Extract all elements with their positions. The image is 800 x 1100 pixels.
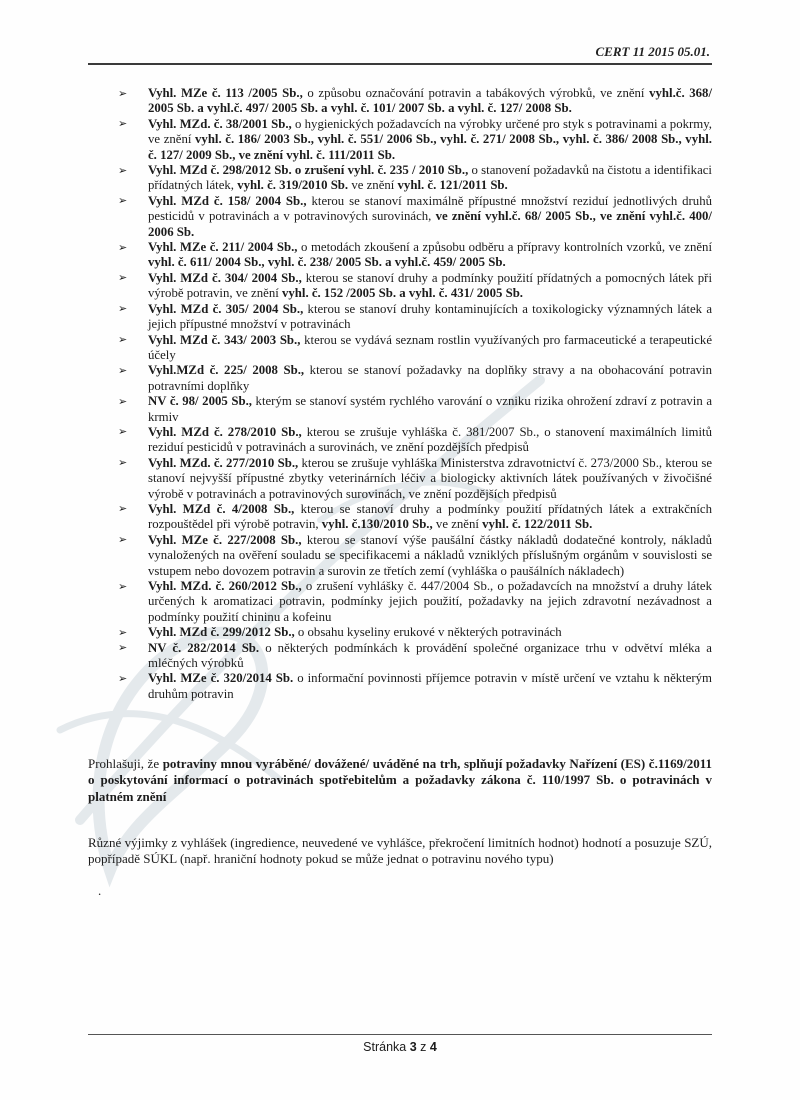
regulation-list-item (88, 86, 712, 117)
arrow-bullet-icon: ➢ (118, 87, 128, 100)
regulation-list-item (88, 271, 712, 302)
closing-paragraphs (88, 756, 712, 899)
regulation-text (148, 502, 712, 531)
regulation-text (148, 425, 712, 454)
text-segment: kterou se vydává seznam rostlin využívaných pro farmaceutické a terapeutické účely (148, 332, 712, 362)
arrow-bullet-icon: ➢ (118, 426, 128, 439)
regulation-list-item (88, 641, 712, 672)
arrow-bullet-icon: ➢ (118, 272, 128, 285)
regulation-text (148, 240, 712, 269)
regulation-list-item (88, 502, 712, 533)
regulation-text (148, 456, 712, 501)
bold-text-segment: Vyhl. MZd č. 158/ 2004 Sb., (148, 193, 307, 208)
regulation-list-item (88, 533, 712, 579)
regulation-list-item (88, 394, 712, 425)
regulation-list-item (88, 363, 712, 394)
text-segment: o obsahu kyseliny erukové v některých potravinách (294, 625, 562, 640)
bold-text-segment: 3 (409, 1040, 417, 1054)
bold-text-segment: Vyhl. MZe č. 113 /2005 Sb., (148, 86, 303, 100)
regulation-text (148, 579, 712, 624)
bold-text-segment: NV č. 98/ 2005 Sb., (148, 394, 252, 409)
regulation-list-item (88, 302, 712, 333)
bold-text-segment: Vyhl. MZd č. 304/ 2004 Sb., (148, 270, 302, 285)
text-segment: z (416, 1040, 430, 1054)
arrow-bullet-icon: ➢ (118, 241, 128, 254)
stray-dot (88, 883, 712, 899)
arrow-bullet-icon: ➢ (118, 303, 128, 316)
regulation-text (148, 533, 712, 578)
page-number (0, 1040, 800, 1054)
bold-text-segment: Vyhl.MZd č. 225/ 2008 Sb., (148, 363, 305, 378)
bold-text-segment: Vyhl. MZd č. 4/2008 Sb., (148, 501, 295, 516)
regulation-text (148, 302, 712, 331)
arrow-bullet-icon: ➢ (118, 672, 128, 685)
text-segment: kterým se stanoví systém rychlého varování o vzniku rizika ohrožení zdraví z potravin a krmiv (148, 394, 712, 424)
text-segment: kterou se stanoví požadavky na doplňky stravy a na obohacování potravin potravními doplňky (148, 363, 712, 393)
bold-text-segment: vyhl. č. 319/2010 Sb. (237, 178, 349, 193)
arrow-bullet-icon: ➢ (118, 503, 128, 516)
bold-text-segment: Vyhl. MZe č. 211/ 2004 Sb., (148, 240, 298, 255)
exceptions-paragraph (88, 835, 712, 867)
regulation-list-item (88, 194, 712, 240)
bold-text-segment: Vyhl. MZd. č. 38/2001 Sb., (148, 116, 292, 131)
arrow-bullet-icon: ➢ (118, 626, 128, 639)
bold-text-segment: vyhl. č. 186/ 2003 Sb., vyhl. č. 551/ 2006 Sb., vyhl. č. 271/ 2008 Sb., vyhl. č. 386/ 2008 Sb., vyhl. č. 127/ 2009 Sb., ve znění vyhl. č. 111/2011 Sb. (148, 132, 712, 162)
text-segment: Různé výjimky z vyhlášek (ingredience, neuvedené ve vyhlášce, překročení limitních hodnot) hodnotí a posuzuje SZÚ, popřípadě SÚKL (např. hraniční hodnoty pokud se může jednat o potravinu nového typu) (88, 834, 712, 867)
bold-text-segment: Vyhl. MZe č. 320/2014 Sb. (148, 671, 294, 686)
bold-text-segment: Vyhl. MZd č. 305/ 2004 Sb., (148, 301, 304, 316)
regulation-text (148, 117, 712, 162)
text-segment: kterou se stanoví druhy a podmínky použití přídatných látek a extrakčních rozpouštědel při výrobě potravin, (148, 501, 712, 532)
declaration-paragraph (88, 756, 712, 805)
regulation-text (148, 163, 712, 192)
text-segment: kterou se stanoví výše paušální částky nákladů dodatečné kontroly, nákladů vynaložených na ověření souladu se specifikacemi a nákladů vzniklých příslušným orgánům v souvislosti se vstupem nebo dovozem potravin a surovin ze třetích zemí (vyhláška o paušálních nákladech) (148, 532, 712, 578)
arrow-bullet-icon: ➢ (118, 642, 128, 655)
regulation-list-item (88, 425, 712, 456)
regulation-list (88, 86, 712, 702)
bold-text-segment: Vyhl. MZd. č. 277/2010 Sb., (148, 455, 299, 470)
text-segment: kterou se zrušuje vyhláška Ministerstva zdravotnictví č. 273/2000 Sb., kterou se stanoví nejvyšší přípustné zbytky veterinárních léčiv a biologicky aktivních látek používaných v živočišné výrobě v potravinách a potravinových surovinách, ve znění pozdějších předpisů (148, 455, 713, 501)
regulation-text (148, 671, 712, 700)
document-code: CERT 11 2015 05.01. (595, 44, 710, 59)
regulation-text (148, 333, 712, 362)
arrow-bullet-icon: ➢ (118, 395, 128, 408)
text-segment: o způsobu označování potravin a tabákových výrobků, ve znění (302, 86, 650, 100)
text-segment: kterou se stanoví druhy a podmínky použití přídatných a pomocných látek při výrobě potravin, ve znění (148, 270, 712, 301)
regulation-list-item (88, 163, 712, 194)
arrow-bullet-icon: ➢ (118, 195, 128, 208)
arrow-bullet-icon: ➢ (118, 457, 128, 470)
regulation-text (148, 271, 712, 300)
regulation-list-item (88, 240, 712, 271)
header-rule (88, 63, 712, 65)
arrow-bullet-icon: ➢ (118, 534, 128, 547)
arrow-bullet-icon: ➢ (118, 334, 128, 346)
bold-text-segment: Vyhl. MZd. č. 260/2012 Sb., (148, 579, 302, 593)
bold-text-segment: vyhl. č. 122/2011 Sb. (482, 517, 593, 532)
arrow-bullet-icon: ➢ (118, 580, 128, 593)
text-segment: o stanovení požadavků na čistotu a identifikaci přídatných látek, (148, 163, 712, 193)
text-segment: ve znění (432, 517, 483, 532)
text-segment: o některých podmínkách k provádění společné organizace trhu v odvětví mléka a mléčných výrobků (148, 640, 712, 671)
regulation-list-item (88, 625, 712, 640)
text-segment: Prohlašuji, že (88, 756, 163, 772)
regulation-text (148, 363, 712, 392)
regulation-text (148, 86, 712, 115)
text-segment: o informační povinnosti příjemce potravin v místě určení ve vztahu k některým druhům potravin (148, 671, 712, 701)
regulation-text (148, 194, 712, 239)
bold-text-segment: vyhl. č. 152 /2005 Sb. a vyhl. č. 431/ 2005 Sb. (281, 286, 524, 301)
bold-text-segment: vyhl. č. 121/2011 Sb. (397, 178, 508, 193)
document-body (88, 86, 712, 899)
bold-text-segment: NV č. 282/2014 Sb. (148, 640, 260, 655)
text-segment: o hygienických požadavcích na výrobky určené pro styk s potravinami a pokrmy, ve znění (148, 116, 712, 147)
text-segment: kterou se zrušuje vyhláška č. 381/2007 Sb., o stanovení maximálních limitů reziduí pesticidů v potravinách a surovinách, ve znění pozdějších předpisů (148, 424, 712, 455)
text-segment: o zrušení vyhlášky č. 447/2004 Sb., o požadavcích na množství a druhy látek určených k aromatizaci potravin, podmínky jejich použití, požadavky na jejich zdravotní nezávadnost a podmínky použití chininu a kofeinu (148, 579, 712, 624)
regulation-text (148, 625, 562, 639)
regulation-list-item (88, 456, 712, 502)
bold-text-segment: potraviny mnou vyráběné/ dovážené/ uváděné na trh, splňují požadavky Nařízení (ES) č.1169/2011 o poskytování informací o potravinách spotřebitelům a požadavky zákona č. 110/1997 Sb. o potravinách v platném znění (88, 756, 713, 804)
arrow-bullet-icon: ➢ (118, 364, 128, 377)
text-segment: . (98, 883, 102, 899)
text-segment: kterou se stanoví maximálně přípustné množství reziduí jednotlivých druhů pesticidů v potravinách a v potravinových surovinách, (148, 193, 713, 224)
bold-text-segment: Vyhl. MZd č. 299/2012 Sb., (148, 625, 295, 640)
bold-text-segment: vyhl.č. 368/ 2005 Sb. a vyhl.č. 497/ 2005 Sb. a vyhl. č. 101/ 2007 Sb. a vyhl. č. 127/ 2008 Sb. (148, 86, 712, 116)
text-segment: kterou se stanoví druhy kontaminujících a toxikologicky významných látek a jejich přípustné množství v potravinách (148, 301, 713, 332)
bold-text-segment: Vyhl. MZd č. 278/2010 Sb., (148, 424, 302, 439)
regulation-text (148, 641, 712, 670)
text-segment: o metodách zkoušení a způsobu odběru a přípravy kontrolních vzorků, ve znění (297, 240, 712, 255)
bold-text-segment: 4 (429, 1040, 437, 1054)
bold-text-segment: Vyhl. MZd č. 298/2012 Sb. o zrušení vyhl. č. 235 / 2010 Sb., (148, 163, 469, 178)
regulation-text (148, 394, 712, 423)
arrow-bullet-icon: ➢ (118, 118, 128, 131)
bold-text-segment: ve znění vyhl.č. 68/ 2005 Sb., ve znění vyhl.č. 400/ 2006 Sb. (148, 209, 712, 239)
regulation-list-item (88, 579, 712, 625)
regulation-list-item (88, 671, 712, 702)
bold-text-segment: vyhl. č. 611/ 2004 Sb., vyhl. č. 238/ 2005 Sb. a vyhl.č. 459/ 2005 Sb. (148, 255, 506, 270)
regulation-list-item (88, 333, 712, 364)
regulation-list-item (88, 117, 712, 163)
bold-text-segment: Vyhl. MZe č. 227/2008 Sb., (148, 532, 302, 547)
footer-rule (88, 1034, 712, 1035)
text-segment: ve znění (348, 178, 398, 193)
text-segment: Stránka (363, 1040, 410, 1054)
bold-text-segment: Vyhl. MZd č. 343/ 2003 Sb., (148, 332, 301, 347)
bold-text-segment: vyhl. č.130/2010 Sb., (321, 517, 433, 532)
arrow-bullet-icon: ➢ (118, 164, 128, 177)
